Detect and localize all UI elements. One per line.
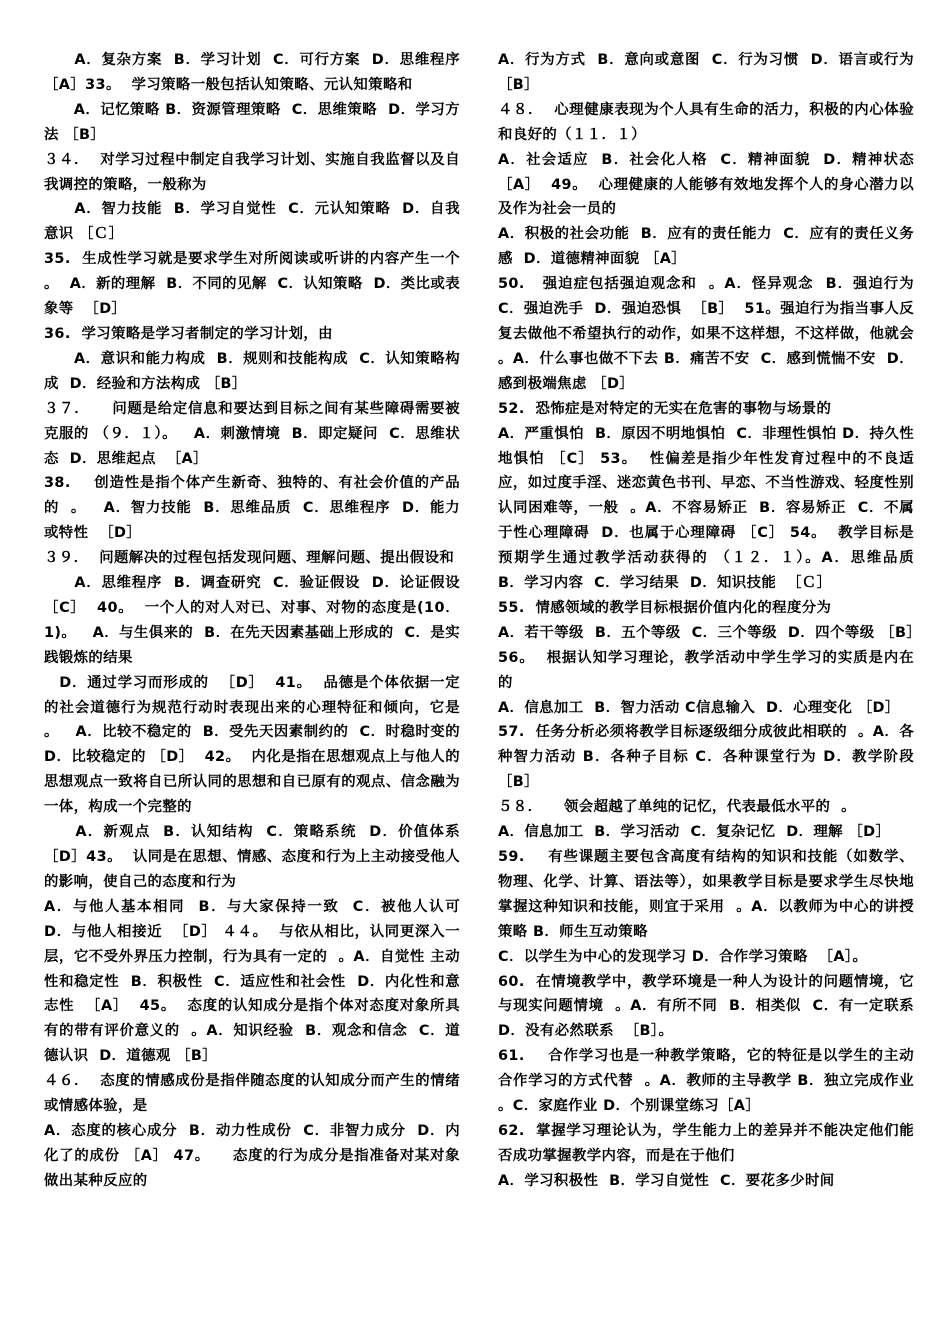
question-text: A．思维程序 B．调查研究 C．验证假设 D．论证假设 ［C］ 40。 一个人的对人对已、对事、对物的态度是(10．1)。 A．与生俱来的 B．在先天因素基础上形成的 C．是实践锻炼的结果	[44, 575, 471, 666]
question-text: 62. 掌握学习理论认为，学生能力上的差异并不能决定他们能否成功掌握教学内容，而是在于他们	[498, 1122, 914, 1164]
question-text: A．若干等级 B．五个等级 C．三个等级 D．四个等级 ［B］56。 根据认知学习理论，教学活动中学生学习的实质是内在的	[498, 624, 914, 691]
question-text: A．学习积极性 B．学习自觉性 C．要花多少时间	[498, 1172, 835, 1189]
question-text: 38. 创造性是指个体产生新奇、独特的、有社会价值的产品的 。 A．智力技能 B．思维品质 C．思维程序 D．能力或特性 ［D］	[44, 475, 460, 542]
question-text: A．信息加工 B．智力活动 C信息输入 D．心理变化 ［D］	[498, 699, 900, 716]
question-text: ４８． 心理健康表现为个人具有生命的活力，积极的内心体验和良好的（１１．１）	[498, 101, 914, 143]
question-text: ３７． 问题是给定信息和要达到目标之间有某些障碍需要被克服的 （９．１）。 A．刺激情境 B．即定疑问 C．思维状态 D．思维起点 ［A］	[44, 400, 460, 467]
question-text: 52. 恐怖症是对特定的无实在危害的事物与场景的	[498, 400, 832, 417]
question-text: A．意识和能力构成 B．规则和技能构成 C．认知策略构成 D．经验和方法构成 ［B］	[44, 350, 460, 392]
question-text: A．态度的核心成分 B．动力性成份 C．非智力成分 D．内化了的成份 ［A］ 47。 态度的行为成分是指准备对某对象做出某种反应的	[44, 1122, 460, 1189]
question-text: A．新观点 B．认知结构 C．策略系统 D．价值体系 ［D］43。 认同是在思想、情感、态度和行为上主动接受他人的影响，使自己的态度和行为	[44, 824, 471, 890]
right-column	[498, 48, 925, 1344]
question-text: 59. 有些课题主要包含高度有结构的知识和技能（如数学、物理、化学、计算、语法等），如果教学目标是要求学生尽快地掌握这种知识和技能，则宜于采用 。A．以教师为中心的讲授策略 B．师生互动策略	[498, 849, 914, 940]
question-text: A．严重惧怕 B．原因不明地惧怕 C．非理性惧怕 D．持久性地惧怕 ［C］ 53。 性偏差是指少年性发育过程中的不良适应，如过度手淫、迷恋黄色书刊、早恋、不当性游戏、轻度性别认同困难等，一般 。A．不容易矫正 B．容易矫正 C．不属于性心理障碍 D．也属于心理障碍 ［C］ 54。 教学目标是预期学生通过教学活动获得的 （１２．１）。A．思维品质 B．学习内容 C．学习结果 D．知识技能 ［Ｃ］	[498, 425, 925, 592]
question-text: 50. 强迫症包括强迫观念和 。A．怪异观念 B．强迫行为 C．强迫洗手 D．强迫恐惧 ［B］ 51。强迫行为指当事人反复去做他不希望执行的动作，如果不这样想，不这样做，他就会 。A．什么事也做不下去 B．痛苦不安 C．感到慌惴不安 D．感到极端焦虑 ［D］	[498, 276, 925, 392]
question-text: ４６． 态度的情感成份是指伴随态度的认知成分而产生的情绪或情感体验，是	[44, 1073, 460, 1115]
question-text: A．社会适应 B．社会化人格 C．精神面貌 D．精神状态 ［A］ 49。 心理健康的人能够有效地发挥个人的身心潜力以及作为社会一员的	[498, 151, 920, 218]
question-text: 60. 在情境教学中，教学环境是一种人为设计的问题情境，它与现实问题情境 。A．有所不同 B．相类似 C．有一定联系 D．没有必然联系 ［B］。	[498, 973, 925, 1040]
question-text: ５８． 领会超越了单纯的记忆，代表最低水平的 。	[498, 799, 856, 816]
question-text: A．信息加工 B．学习活动 C．复杂记忆 D．理解 ［D］	[498, 824, 891, 841]
question-text: A．积极的社会功能 B．应有的责任能力 C．应有的责任义务感 D．道德精神面貌 ［A］	[498, 226, 914, 268]
question-text: A．智力技能 B．学习自觉性 C．元认知策略 D．自我意识 ［Ｃ］	[44, 201, 460, 243]
question-text: ３９． 问题解决的过程包括发现问题、理解问题、提出假设和	[44, 550, 455, 567]
question-text: A．与他人基本相同 B．与大家保持一致 C．被他人认可 D．与他人相接近 ［D］ ４４。 与依从相比，认同更深入一层，它不受外界压力控制，行为具有一定的 。A．自觉性 主动性和稳定性 B．积极性 C．适应性和社会性 D．内化性和意志性 ［A］ 45。 态度的认知成分是指个体对态度对象所具有的带有评价意义的 。A．知识经验 B．观念和信念 C．道德认识 D．道德观 ［B］	[44, 898, 471, 1065]
question-text: A．复杂方案 B．学习计划 C．可行方案 D．思维程序 ［A］33。 学习策略一般包括认知策略、元认知策略和	[44, 52, 471, 93]
question-text: 57. 任务分析必须将教学目标逐级细分成彼此相联的 。A．各种智力活动 B．各种子目标 C．各种课堂行为 D．教学阶段 ［B］	[498, 724, 925, 791]
question-text: A．行为方式 B．意向或意图 C．行为习惯 D．语言或行为 ［B］	[498, 52, 920, 93]
question-text: ３４． 对学习过程中制定自我学习计划、实施自我监督以及自我调控的策略，一般称为	[44, 151, 460, 193]
left-column	[44, 48, 471, 1344]
question-text: 55. 情感领域的教学目标根据价值内化的程度分为	[498, 599, 832, 616]
question-text: 36. 学习策略是学习者制定的学习计划，由	[44, 325, 333, 342]
question-text: 35. 生成性学习就是要求学生对所阅读或听讲的内容产生一个 。 A．新的理解 B．不同的见解 C．认知策略 D．类比或表象等 ［D］	[44, 251, 471, 318]
question-text: 61. 合作学习也是一种教学策略，它的特征是以学生的主动合作学习的方式代替 。A．教师的主导教学 B．独立完成作业 。C．家庭作业 D．个别课堂练习［A］	[498, 1048, 920, 1115]
question-text: A．记忆策略 B．资源管理策略 C．思维策略 D．学习方法 ［B］	[44, 101, 460, 143]
question-text: C．以学生为中心的发现学习 D．合作学习策略 ［A］。	[498, 948, 868, 965]
question-text: D．通过学习而形成的 ［D］ 41。 品德是个体依据一定的社会道德行为规范行动时表现出来的心理特征和倾向，它是 。 A．比较不稳定的 B．受先天因素制约的 C．时稳时变的 D．比较稳定的 ［D］ 42。 内化是指在思想观点上与他人的思想观点一致将自已所认同的思想和自已原有的观点、信念融为一体，构成一个完整的	[44, 674, 471, 816]
